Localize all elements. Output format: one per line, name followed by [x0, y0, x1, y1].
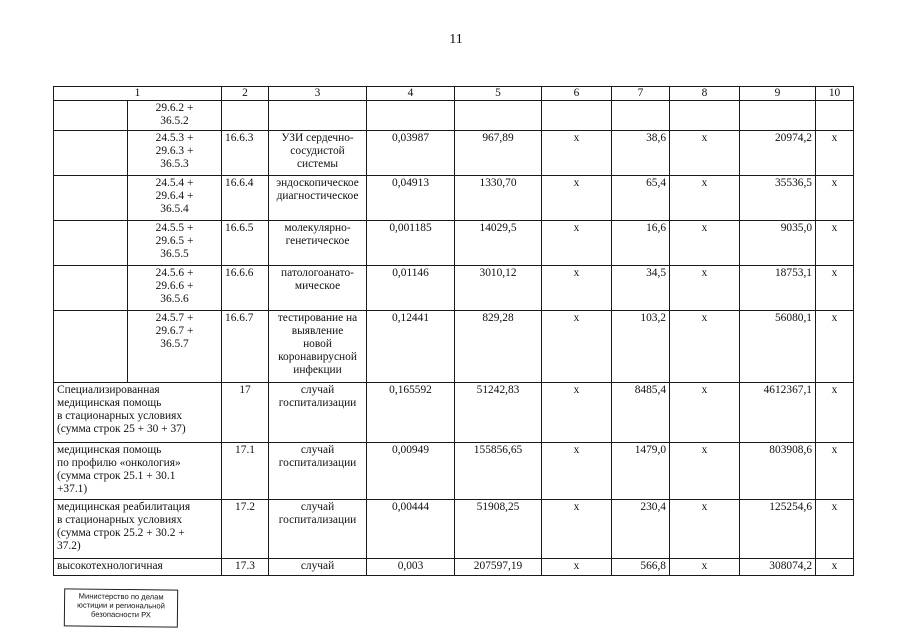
- value-cell-9: 9035,0: [740, 221, 816, 266]
- empty-cell: [670, 101, 740, 131]
- blank-cell: [54, 221, 128, 266]
- value-cell-8: x: [670, 559, 740, 576]
- value-cell-6: x: [542, 383, 612, 443]
- header-row: [54, 87, 854, 101]
- unit-cell: эндоскопическое диагностическое: [269, 176, 367, 221]
- unit-cell: случай госпитализации: [269, 443, 367, 500]
- stamp-text: Министерство по делам юстиции и региональной безопасности РХ: [77, 591, 165, 620]
- value-cell-9: 35536,5: [740, 176, 816, 221]
- empty-cell: [740, 101, 816, 131]
- value-cell-8: x: [670, 383, 740, 443]
- value-cell-6: x: [542, 311, 612, 383]
- value-cell-9: 803908,6: [740, 443, 816, 500]
- table-row: [54, 266, 854, 311]
- table-row: [54, 131, 854, 176]
- row-code-cell: 17.3: [222, 559, 269, 576]
- value-cell-9: 18753,1: [740, 266, 816, 311]
- value-cell-10: x: [816, 176, 854, 221]
- value-cell-9: 20974,2: [740, 131, 816, 176]
- value-cell-9: 4612367,1: [740, 383, 816, 443]
- value-cell-7: 8485,4: [612, 383, 670, 443]
- table-row: [54, 101, 854, 131]
- value-cell-10: x: [816, 559, 854, 576]
- value-cell-5: 3010,12: [455, 266, 542, 311]
- empty-cell: [816, 101, 854, 131]
- col-header-10: 10: [816, 87, 854, 101]
- row-code-cell: 17.1: [222, 443, 269, 500]
- registration-stamp: [64, 588, 178, 627]
- value-cell-4: 0,001185: [367, 221, 455, 266]
- empty-cell: [612, 101, 670, 131]
- value-cell-4: 0,04913: [367, 176, 455, 221]
- value-cell-5: 829,28: [455, 311, 542, 383]
- sub-rows-cell: 24.5.5 + 29.6.5 + 36.5.5: [128, 221, 222, 266]
- value-cell-9: 308074,2: [740, 559, 816, 576]
- col-header-3: 3: [269, 87, 367, 101]
- value-cell-5: 207597,19: [455, 559, 542, 576]
- col-header-7: 7: [612, 87, 670, 101]
- table-row: [54, 559, 854, 576]
- empty-cell: [269, 101, 367, 131]
- table-row: [54, 443, 854, 500]
- table-row: [54, 221, 854, 266]
- value-cell-6: x: [542, 266, 612, 311]
- value-cell-10: x: [816, 311, 854, 383]
- value-cell-7: 38,6: [612, 131, 670, 176]
- value-cell-8: x: [670, 311, 740, 383]
- col-header-2: 2: [222, 87, 269, 101]
- col-header-5: 5: [455, 87, 542, 101]
- row-code-cell: 16.6.5: [222, 221, 269, 266]
- value-cell-7: 16,6: [612, 221, 670, 266]
- sub-rows-cell: 29.6.2 + 36.5.2: [128, 101, 222, 131]
- row-code-cell: 16.6.3: [222, 131, 269, 176]
- row-code-cell: 17: [222, 383, 269, 443]
- blank-cell: [54, 101, 128, 131]
- value-cell-6: x: [542, 176, 612, 221]
- value-cell-10: x: [816, 500, 854, 559]
- table-row: [54, 383, 854, 443]
- value-cell-7: 34,5: [612, 266, 670, 311]
- col-header-4: 4: [367, 87, 455, 101]
- value-cell-10: x: [816, 221, 854, 266]
- empty-cell: [455, 101, 542, 131]
- row-code-cell: 16.6.6: [222, 266, 269, 311]
- value-cell-9: 125254,6: [740, 500, 816, 559]
- unit-cell: случай госпитализации: [269, 500, 367, 559]
- col-header-6: 6: [542, 87, 612, 101]
- value-cell-7: 65,4: [612, 176, 670, 221]
- value-cell-8: x: [670, 176, 740, 221]
- value-cell-5: 51242,83: [455, 383, 542, 443]
- empty-cell: [542, 101, 612, 131]
- value-cell-4: 0,03987: [367, 131, 455, 176]
- value-cell-7: 103,2: [612, 311, 670, 383]
- row-code-cell: 17.2: [222, 500, 269, 559]
- row-name-cell: медицинская помощь по профилю «онкология» (сумма строк 25.1 + 30.1 +37.1): [54, 443, 222, 500]
- empty-cell: [367, 101, 455, 131]
- value-cell-4: 0,01146: [367, 266, 455, 311]
- value-cell-4: 0,165592: [367, 383, 455, 443]
- value-cell-8: x: [670, 266, 740, 311]
- col-header-8: 8: [670, 87, 740, 101]
- unit-cell: молекулярно- генетическое: [269, 221, 367, 266]
- value-cell-5: 155856,65: [455, 443, 542, 500]
- value-cell-10: x: [816, 383, 854, 443]
- unit-cell: патологоанато- мическое: [269, 266, 367, 311]
- table-row: [54, 500, 854, 559]
- value-cell-4: 0,12441: [367, 311, 455, 383]
- sub-rows-cell: 24.5.6 + 29.6.6 + 36.5.6: [128, 266, 222, 311]
- value-cell-9: 56080,1: [740, 311, 816, 383]
- value-cell-5: 51908,25: [455, 500, 542, 559]
- empty-cell: [222, 101, 269, 131]
- value-cell-7: 1479,0: [612, 443, 670, 500]
- row-code-cell: 16.6.4: [222, 176, 269, 221]
- value-cell-6: x: [542, 500, 612, 559]
- sub-rows-cell: 24.5.4 + 29.6.4 + 36.5.4: [128, 176, 222, 221]
- value-cell-4: 0,00444: [367, 500, 455, 559]
- sub-rows-cell: 24.5.3 + 29.6.3 + 36.5.3: [128, 131, 222, 176]
- sub-rows-cell: 24.5.7 + 29.6.7 + 36.5.7: [128, 311, 222, 383]
- value-cell-6: x: [542, 221, 612, 266]
- value-cell-5: 967,89: [455, 131, 542, 176]
- page-number: 11: [449, 32, 463, 47]
- value-cell-5: 14029,5: [455, 221, 542, 266]
- col-header-9: 9: [740, 87, 816, 101]
- value-cell-7: 566,8: [612, 559, 670, 576]
- table-row: [54, 311, 854, 383]
- value-cell-10: x: [816, 131, 854, 176]
- row-name-cell: медицинская реабилитация в стационарных условиях (сумма строк 25.2 + 30.2 + 37.2): [54, 500, 222, 559]
- value-cell-6: x: [542, 131, 612, 176]
- value-cell-8: x: [670, 443, 740, 500]
- unit-cell: случай: [269, 559, 367, 576]
- value-cell-8: x: [670, 131, 740, 176]
- value-cell-6: x: [542, 443, 612, 500]
- table-row: [54, 176, 854, 221]
- blank-cell: [54, 266, 128, 311]
- col-header-1: 1: [54, 87, 222, 101]
- blank-cell: [54, 311, 128, 383]
- value-cell-8: x: [670, 500, 740, 559]
- value-cell-6: x: [542, 559, 612, 576]
- value-cell-5: 1330,70: [455, 176, 542, 221]
- value-cell-8: x: [670, 221, 740, 266]
- value-cell-10: x: [816, 443, 854, 500]
- data-table: [53, 86, 854, 576]
- value-cell-4: 0,003: [367, 559, 455, 576]
- row-name-cell: высокотехнологичная: [54, 559, 222, 576]
- blank-cell: [54, 131, 128, 176]
- value-cell-7: 230,4: [612, 500, 670, 559]
- value-cell-4: 0,00949: [367, 443, 455, 500]
- unit-cell: УЗИ сердечно- сосудистой системы: [269, 131, 367, 176]
- unit-cell: случай госпитализации: [269, 383, 367, 443]
- row-code-cell: 16.6.7: [222, 311, 269, 383]
- row-name-cell: Специализированная медицинская помощь в стационарных условиях (сумма строк 25 + 30 + 37): [54, 383, 222, 443]
- unit-cell: тестирование на выявление новой коронавирусной инфекции: [269, 311, 367, 383]
- value-cell-10: x: [816, 266, 854, 311]
- blank-cell: [54, 176, 128, 221]
